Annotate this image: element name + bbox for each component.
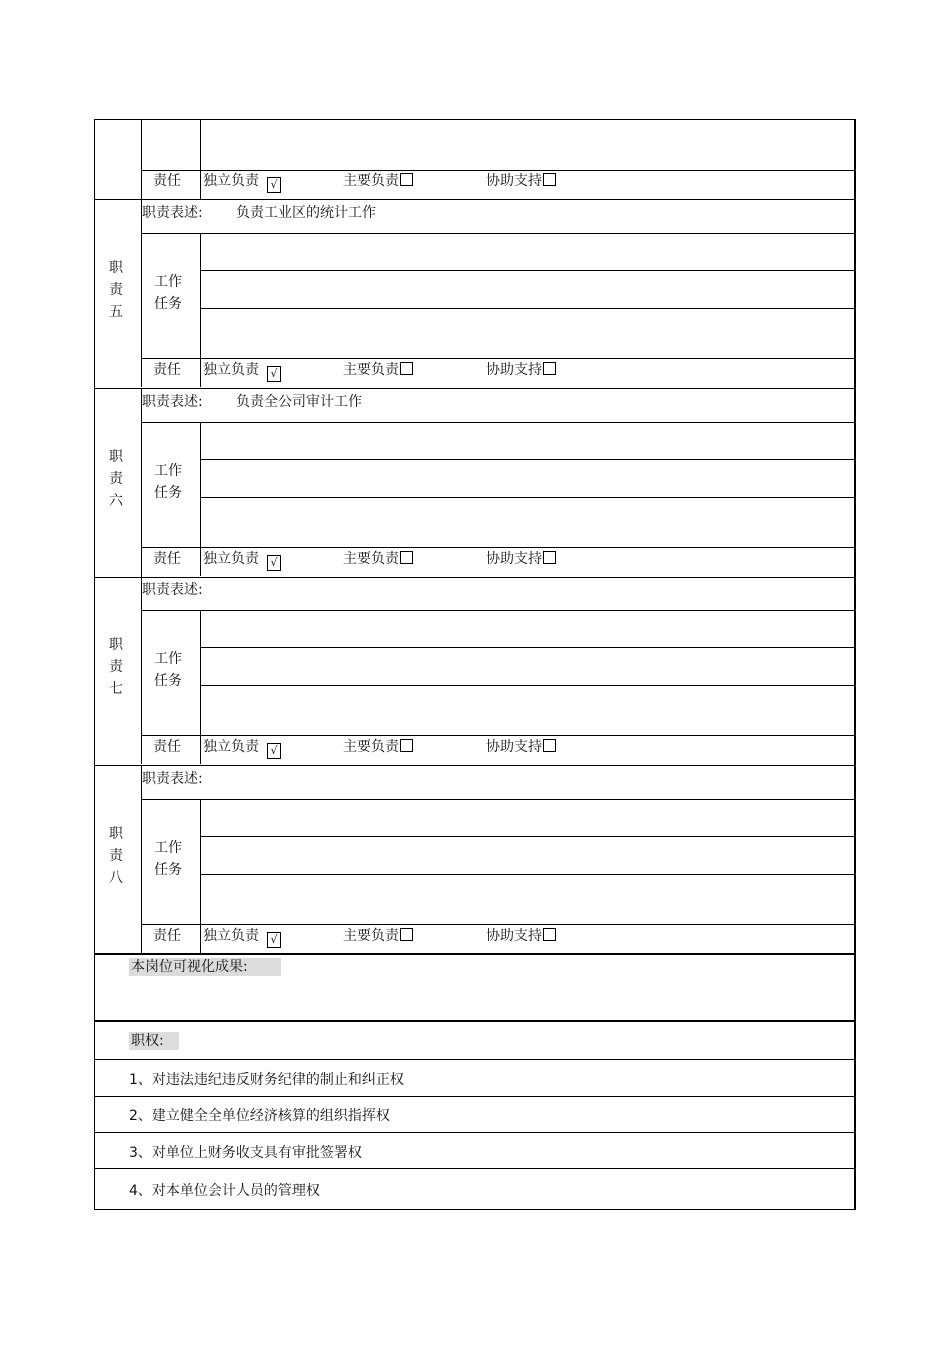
- option-main[interactable]: [343, 550, 413, 568]
- task-line: [200, 497, 855, 498]
- visual-results-label: 本岗位可视化成果:: [129, 958, 281, 976]
- option-main-label: 主要负责: [343, 551, 399, 567]
- option-main[interactable]: [343, 738, 413, 756]
- checkbox-checked-icon[interactable]: √: [267, 555, 281, 571]
- option-independent-label: 独立负责: [203, 739, 259, 755]
- duty-description-label: 职责表述:: [142, 205, 203, 221]
- option-main-label: 主要负责: [343, 362, 399, 378]
- task-label-2: 任务: [154, 862, 182, 878]
- checkbox-checked-icon[interactable]: √: [267, 743, 281, 759]
- checkbox-checked-icon[interactable]: √: [267, 177, 281, 193]
- task-label-1: 工作: [154, 840, 182, 856]
- duty-description-text: 负责工业区的统计工作: [236, 205, 376, 221]
- duty-description-text: 负责全公司审计工作: [236, 394, 362, 410]
- authority-item: 2、建立健全全单位经济核算的组织指挥权: [129, 1108, 390, 1124]
- task-line: [200, 308, 855, 309]
- authority-item: 4、对本单位会计人员的管理权: [129, 1183, 320, 1199]
- option-independent-label: 独立负责: [203, 362, 259, 378]
- option-independent-label: 独立负责: [203, 173, 259, 189]
- table-top-border: [94, 119, 856, 120]
- top-line-1: [141, 170, 855, 171]
- checkbox-empty-icon[interactable]: [543, 362, 556, 375]
- duty-description-label: 职责表述:: [142, 394, 203, 410]
- task-line: [200, 647, 855, 648]
- checkbox-empty-icon[interactable]: [400, 551, 413, 564]
- duty-col-divider-2: [200, 799, 201, 953]
- authority-line-0: [94, 1059, 855, 1060]
- responsibility-label: 责任: [153, 739, 181, 755]
- section-divider: [94, 765, 855, 766]
- option-assist[interactable]: [486, 927, 556, 945]
- top-col-divider-1: [141, 119, 142, 199]
- checkbox-empty-icon[interactable]: [400, 928, 413, 941]
- option-assist-label: 协助支持: [486, 362, 542, 378]
- option-main-label: 主要负责: [343, 928, 399, 944]
- section-divider: [94, 199, 855, 200]
- task-line: [200, 459, 855, 460]
- duty-title-char: 职: [109, 260, 123, 276]
- duty-title-char: 八: [109, 870, 123, 886]
- duty-line: [141, 422, 855, 423]
- responsibility-label: 责任: [153, 551, 181, 567]
- responsibility-label: 责任: [153, 173, 181, 189]
- duty-title-char: 责: [109, 659, 123, 675]
- checkbox-checked-icon[interactable]: √: [267, 366, 281, 382]
- option-assist[interactable]: [486, 550, 556, 568]
- visual-results-top-border: [94, 953, 856, 955]
- task-line: [141, 924, 855, 925]
- checkbox-checked-icon[interactable]: √: [267, 932, 281, 948]
- table-right-border: [854, 119, 856, 1210]
- authority-line-1: [94, 1096, 855, 1097]
- option-assist-label: 协助支持: [486, 739, 542, 755]
- checkbox-empty-icon[interactable]: [543, 551, 556, 564]
- section-divider: [94, 577, 855, 578]
- duty-col-divider-2: [200, 233, 201, 387]
- duty-title-char: 责: [109, 471, 123, 487]
- option-main[interactable]: [343, 172, 413, 190]
- duty-line: [141, 799, 855, 800]
- option-main[interactable]: [343, 927, 413, 945]
- option-independent-label: 独立负责: [203, 928, 259, 944]
- duty-title-char: 职: [109, 637, 123, 653]
- option-assist-label: 协助支持: [486, 173, 542, 189]
- task-line: [200, 836, 855, 837]
- task-label-1: 工作: [154, 274, 182, 290]
- option-independent[interactable]: [203, 361, 281, 382]
- task-line: [200, 685, 855, 686]
- task-label-1: 工作: [154, 651, 182, 667]
- duty-title-char: 五: [109, 304, 123, 320]
- checkbox-empty-icon[interactable]: [400, 739, 413, 752]
- table-bottom-border: [94, 1209, 856, 1210]
- task-line: [141, 358, 855, 359]
- duty-col-divider-2: [200, 422, 201, 576]
- task-label-1: 工作: [154, 463, 182, 479]
- option-assist-label: 协助支持: [486, 928, 542, 944]
- section-divider: [94, 388, 855, 389]
- authority-line-2: [94, 1132, 855, 1133]
- responsibility-label: 责任: [153, 362, 181, 378]
- option-main-label: 主要负责: [343, 173, 399, 189]
- authority-label: 职权:: [129, 1032, 179, 1050]
- visual-results-bottom-border: [94, 1020, 856, 1022]
- checkbox-empty-icon[interactable]: [543, 928, 556, 941]
- checkbox-empty-icon[interactable]: [543, 173, 556, 186]
- option-assist[interactable]: [486, 361, 556, 379]
- duty-col-divider-2: [200, 610, 201, 764]
- task-line: [200, 874, 855, 875]
- duty-line: [141, 610, 855, 611]
- option-independent[interactable]: [203, 172, 281, 193]
- duty-title-char: 责: [109, 848, 123, 864]
- option-main-label: 主要负责: [343, 739, 399, 755]
- task-line: [141, 547, 855, 548]
- task-label-2: 任务: [154, 485, 182, 501]
- checkbox-empty-icon[interactable]: [400, 173, 413, 186]
- top-col-divider-2: [200, 119, 201, 199]
- duty-title-char: 责: [109, 282, 123, 298]
- duty-description-label: 职责表述:: [142, 582, 203, 598]
- task-line: [141, 735, 855, 736]
- option-independent[interactable]: [203, 927, 281, 948]
- duty-title-char: 职: [109, 449, 123, 465]
- option-independent[interactable]: [203, 738, 281, 759]
- option-assist[interactable]: [486, 738, 556, 756]
- option-independent[interactable]: [203, 550, 281, 571]
- option-main[interactable]: [343, 361, 413, 379]
- task-label-2: 任务: [154, 296, 182, 312]
- duty-title-char: 七: [109, 681, 123, 697]
- duty-line: [141, 233, 855, 234]
- checkbox-empty-icon[interactable]: [400, 362, 413, 375]
- table-left-border: [94, 119, 95, 1210]
- task-label-2: 任务: [154, 673, 182, 689]
- duty-title-char: 六: [109, 493, 123, 509]
- authority-item: 1、对违法违纪违反财务纪律的制止和纠正权: [129, 1072, 404, 1088]
- authority-line-3: [94, 1168, 855, 1169]
- task-line: [200, 270, 855, 271]
- authority-item: 3、对单位上财务收支具有审批签署权: [129, 1145, 362, 1161]
- checkbox-empty-icon[interactable]: [543, 739, 556, 752]
- duty-title-char: 职: [109, 826, 123, 842]
- option-assist-label: 协助支持: [486, 551, 542, 567]
- option-assist[interactable]: [486, 172, 556, 190]
- responsibility-label: 责任: [153, 928, 181, 944]
- option-independent-label: 独立负责: [203, 551, 259, 567]
- duty-description-label: 职责表述:: [142, 771, 203, 787]
